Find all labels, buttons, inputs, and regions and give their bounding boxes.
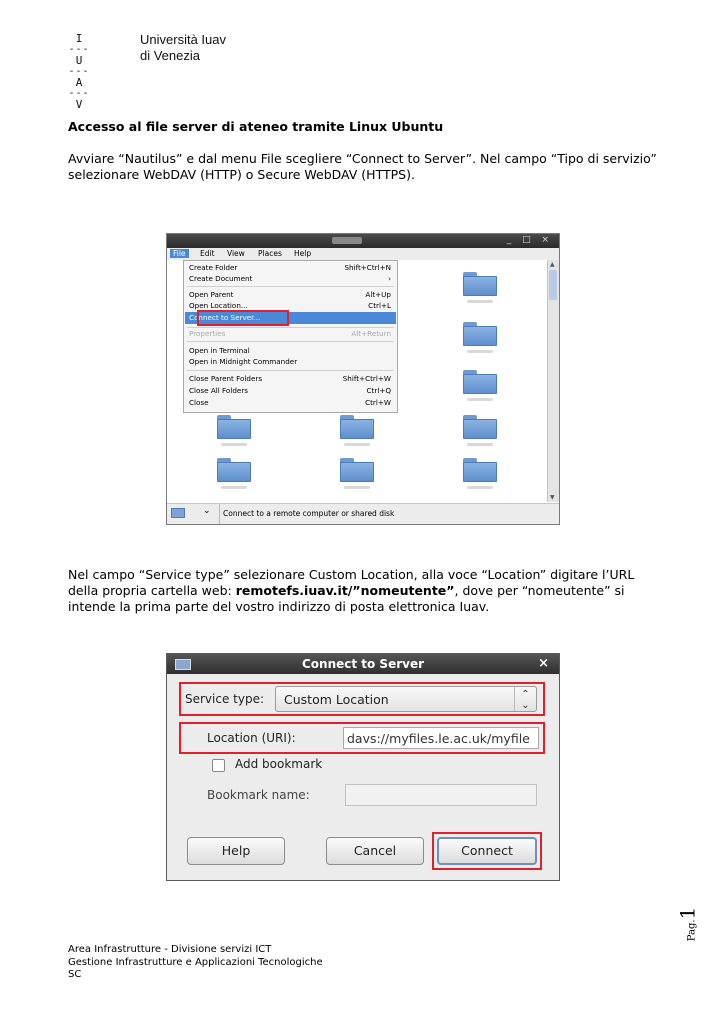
paragraph-line: Nel campo “Service type” selezionare Custom Location, alla voce “Location” digitare l’URL — [68, 567, 635, 582]
chevron-down-icon[interactable]: ⌄ — [203, 506, 211, 516]
footer-line: SC — [68, 969, 82, 980]
scroll-down-icon[interactable]: ▼ — [550, 494, 555, 501]
bookmark-name-label: Bookmark name: — [207, 788, 310, 802]
dialog-titlebar — [167, 654, 559, 674]
menu-separator — [187, 286, 394, 287]
university-name-line1: Università Iuav — [140, 32, 226, 47]
menu-item-connect-to-server[interactable]: Connect to Server... — [189, 313, 261, 322]
folder-icon[interactable] — [463, 272, 497, 296]
location-label: Location (URI): — [207, 731, 296, 745]
paragraph-line: selezionare WebDAV (HTTP) o Secure WebDAV (HTTPS). — [68, 167, 415, 182]
menu-item-open-terminal[interactable]: Open in Terminal — [189, 346, 250, 355]
nautilus-screenshot — [166, 233, 560, 525]
logo-letter: A — [75, 76, 83, 89]
paragraph-line: intende la prima parte del vostro indirizzo di posta elettronica Iuav. — [68, 599, 490, 614]
file-menu-dropdown — [183, 260, 398, 413]
page-prefix: Pag. — [686, 919, 698, 942]
add-bookmark-label: Add bookmark — [235, 757, 323, 771]
folder-icon[interactable] — [463, 322, 497, 346]
help-button[interactable]: Help — [187, 837, 285, 865]
folder-icon[interactable] — [217, 458, 251, 482]
paragraph-line: Avviare “Nautilus” e dal menu File scegliere “Connect to Server”. Nel campo “Tipo di servizio” — [68, 151, 657, 166]
menu-item-open-midnight-commander[interactable]: Open in Midnight Commander — [189, 357, 298, 366]
footer-line: Area Infrastrutture - Divisione servizi ICT — [68, 944, 272, 955]
url-example: remotefs.iuav.it/”nomeutente” — [235, 583, 455, 598]
vertical-scrollbar[interactable] — [547, 260, 559, 502]
university-name-line2: di Venezia — [140, 48, 200, 63]
folder-icon[interactable] — [463, 458, 497, 482]
menu-separator — [187, 341, 394, 342]
folder-icon[interactable] — [340, 415, 374, 439]
menu-separator — [187, 370, 394, 371]
menu-item-open-parent[interactable]: Open Parent Alt+Up — [189, 290, 391, 299]
menu-places[interactable]: Places — [258, 249, 282, 258]
status-divider — [219, 504, 220, 525]
service-type-select[interactable] — [275, 686, 537, 712]
file-view — [167, 260, 547, 502]
red-highlight-box — [197, 310, 289, 326]
folder-icon[interactable] — [463, 370, 497, 394]
logo-letter: I — [75, 32, 83, 45]
menu-item-properties: Properties Alt+Return — [189, 329, 391, 338]
page-number-value: 1 — [675, 906, 700, 920]
close-icon[interactable]: × — [538, 656, 549, 671]
cancel-button[interactable]: Cancel — [326, 837, 424, 865]
service-type-label: Service type: — [185, 692, 265, 706]
connect-dialog-screenshot — [166, 653, 560, 881]
menu-view[interactable]: View — [227, 249, 245, 258]
instruction-paragraph-2 — [68, 567, 658, 615]
window-title-blurred — [332, 237, 362, 244]
footer — [68, 944, 323, 982]
document-title: Accesso al file server di ateneo tramite Linux Ubuntu — [68, 119, 444, 134]
logo-letter: U — [75, 54, 83, 67]
menu-item-open-location[interactable]: Open Location... Ctrl+L — [189, 301, 391, 310]
university-name — [140, 32, 226, 64]
status-text: Connect to a remote computer or shared disk — [223, 509, 395, 518]
logo-separator: --- — [68, 44, 90, 55]
footer-line: Gestione Infrastrutture e Applicazioni Tecnologiche — [68, 956, 323, 968]
location-input[interactable] — [343, 727, 539, 749]
menu-item-close-all-folders[interactable]: Close All Folders Ctrl+Q — [189, 386, 391, 395]
page-number — [675, 898, 708, 948]
window-titlebar — [167, 234, 559, 248]
menu-edit[interactable]: Edit — [200, 249, 215, 258]
updown-arrows-icon: ⌃ ⌄ — [514, 687, 536, 711]
menu-help[interactable]: Help — [294, 249, 312, 258]
menu-item-create-folder[interactable]: Create Folder Shift+Ctrl+N — [189, 263, 391, 272]
folder-icon[interactable] — [217, 415, 251, 439]
window-controls[interactable]: _ □ × — [506, 235, 553, 245]
connect-button[interactable]: Connect — [437, 837, 537, 865]
logo-letter: V — [75, 98, 83, 111]
menu-item-create-document[interactable]: Create Document › — [189, 274, 391, 283]
scrollbar-thumb[interactable] — [549, 270, 557, 300]
menu-item-close-parent-folders[interactable]: Close Parent Folders Shift+Ctrl+W — [189, 374, 391, 383]
logo-separator: --- — [68, 88, 90, 99]
menu-item-close[interactable]: Close Ctrl+W — [189, 398, 391, 407]
location-value: davs://myfiles.le.ac.uk/myfile — [347, 731, 530, 746]
folder-icon[interactable] — [463, 415, 497, 439]
university-logo — [68, 33, 90, 110]
add-bookmark-checkbox[interactable] — [212, 759, 225, 772]
service-type-value: Custom Location — [284, 692, 389, 707]
sidepane-icon[interactable] — [171, 508, 185, 518]
bookmark-name-input[interactable] — [345, 784, 537, 806]
statusbar — [167, 503, 559, 525]
dialog-title: Connect to Server — [301, 657, 425, 671]
menubar — [167, 248, 559, 260]
paragraph-line: della propria cartella web: remotefs.iuav.it/”nomeutente”, dove per “nomeutente” si — [68, 583, 625, 598]
folder-icon[interactable] — [340, 458, 374, 482]
logo-separator: --- — [68, 66, 90, 77]
instruction-paragraph-1 — [68, 151, 658, 183]
scroll-up-icon[interactable]: ▲ — [550, 261, 555, 268]
menu-file[interactable]: File — [170, 249, 189, 258]
